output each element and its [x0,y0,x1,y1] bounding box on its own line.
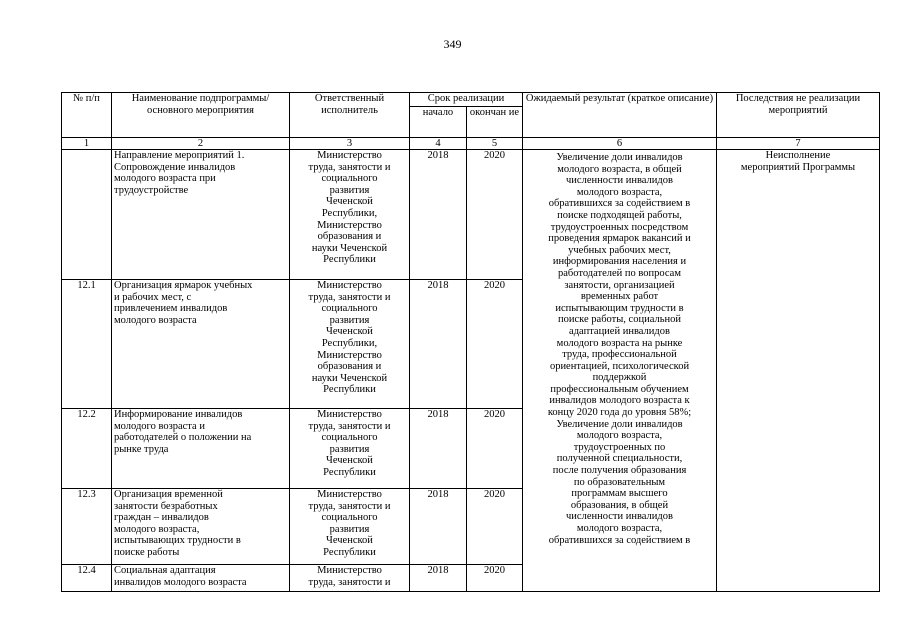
start-year: 2018 [410,409,467,489]
row-number [62,150,112,280]
header-end: окончан ие [467,107,523,138]
end-year: 2020 [467,280,523,409]
row-number: 12.3 [62,489,112,565]
row-number: 12.4 [62,565,112,592]
start-year: 2018 [410,280,467,409]
header-result: Ожидаемый результат (краткое описание) [523,93,717,138]
measure-name: Информирование инвалидов молодого возраста и работодателей о положении на рынке труда [112,409,290,489]
column-number: 4 [410,138,467,150]
start-year: 2018 [410,150,467,280]
row-number: 12.2 [62,409,112,489]
end-year: 2020 [467,409,523,489]
column-number: 7 [717,138,880,150]
responsible-executor: Министерство труда, занятости и [290,565,410,592]
header-start: начало [410,107,467,138]
column-number: 1 [62,138,112,150]
responsible-executor: Министерство труда, занятости и социального развития Чеченской Республики, Министерство образования и науки Чеченской Республики [290,150,410,280]
column-number: 3 [290,138,410,150]
table-row [62,150,880,280]
header-executor: Ответственный исполнитель [290,93,410,138]
column-number: 2 [112,138,290,150]
measure-name: Организация временной занятости безработных граждан – инвалидов молодого возраста, испытывающих трудности в поиске работы [112,489,290,565]
header-name: Наименование подпрограммы/ основного мероприятия [112,93,290,138]
start-year: 2018 [410,565,467,592]
end-year: 2020 [467,565,523,592]
row-number: 12.1 [62,280,112,409]
expected-result: Увеличение доли инвалидов молодого возраста, в общей численности инвалидов молодого возраста, обратившихся за содействием в поиске подходящей работы, трудоустроенных посредством проведения ярмарок вакансий и учебных рабочих мест, информирования населения и работодателей по вопросам занятости, организацией временных работ испытывающим трудности в поиске работы, социальной адаптацией инвалидов молодого возраста на рынке труда, профессиональной ориентацией, психологической поддержкой профессиональным обучением инвалидов молодого возраста к концу 2020 года до уровня 58%; Увеличение доли инвалидов молодого возраста, трудоустроенных по полученной специальности, после получения образования по образовательным программам высшего образования, в общей численности инвалидов молодого возраста, обратившихся за содействием в [523,150,717,592]
header-term: Срок реализации [410,93,523,107]
column-number: 5 [467,138,523,150]
end-year: 2020 [467,150,523,280]
responsible-executor: Министерство труда, занятости и социального развития Чеченской Республики [290,409,410,489]
header-no: № п/п [62,93,112,138]
end-year: 2020 [467,489,523,565]
consequences: Неисполнение мероприятий Программы [717,150,880,592]
measure-name: Направление мероприятий 1. Сопровождение инвалидов молодого возраста при трудоустройстве [112,150,290,280]
measure-name: Социальная адаптация инвалидов молодого возраста [112,565,290,592]
column-number: 6 [523,138,717,150]
start-year: 2018 [410,489,467,565]
responsible-executor: Министерство труда, занятости и социального развития Чеченской Республики, Министерство образования и науки Чеченской Республики [290,280,410,409]
header-consequences: Последствия не реализации мероприятий [717,93,880,138]
column-number-row [62,138,880,150]
responsible-executor: Министерство труда, занятости и социального развития Чеченской Республики [290,489,410,565]
measure-name: Организация ярмарок учебных и рабочих мест, с привлечением инвалидов молодого возраста [112,280,290,409]
page-number: 349 [443,37,462,51]
measures-table [61,92,880,592]
